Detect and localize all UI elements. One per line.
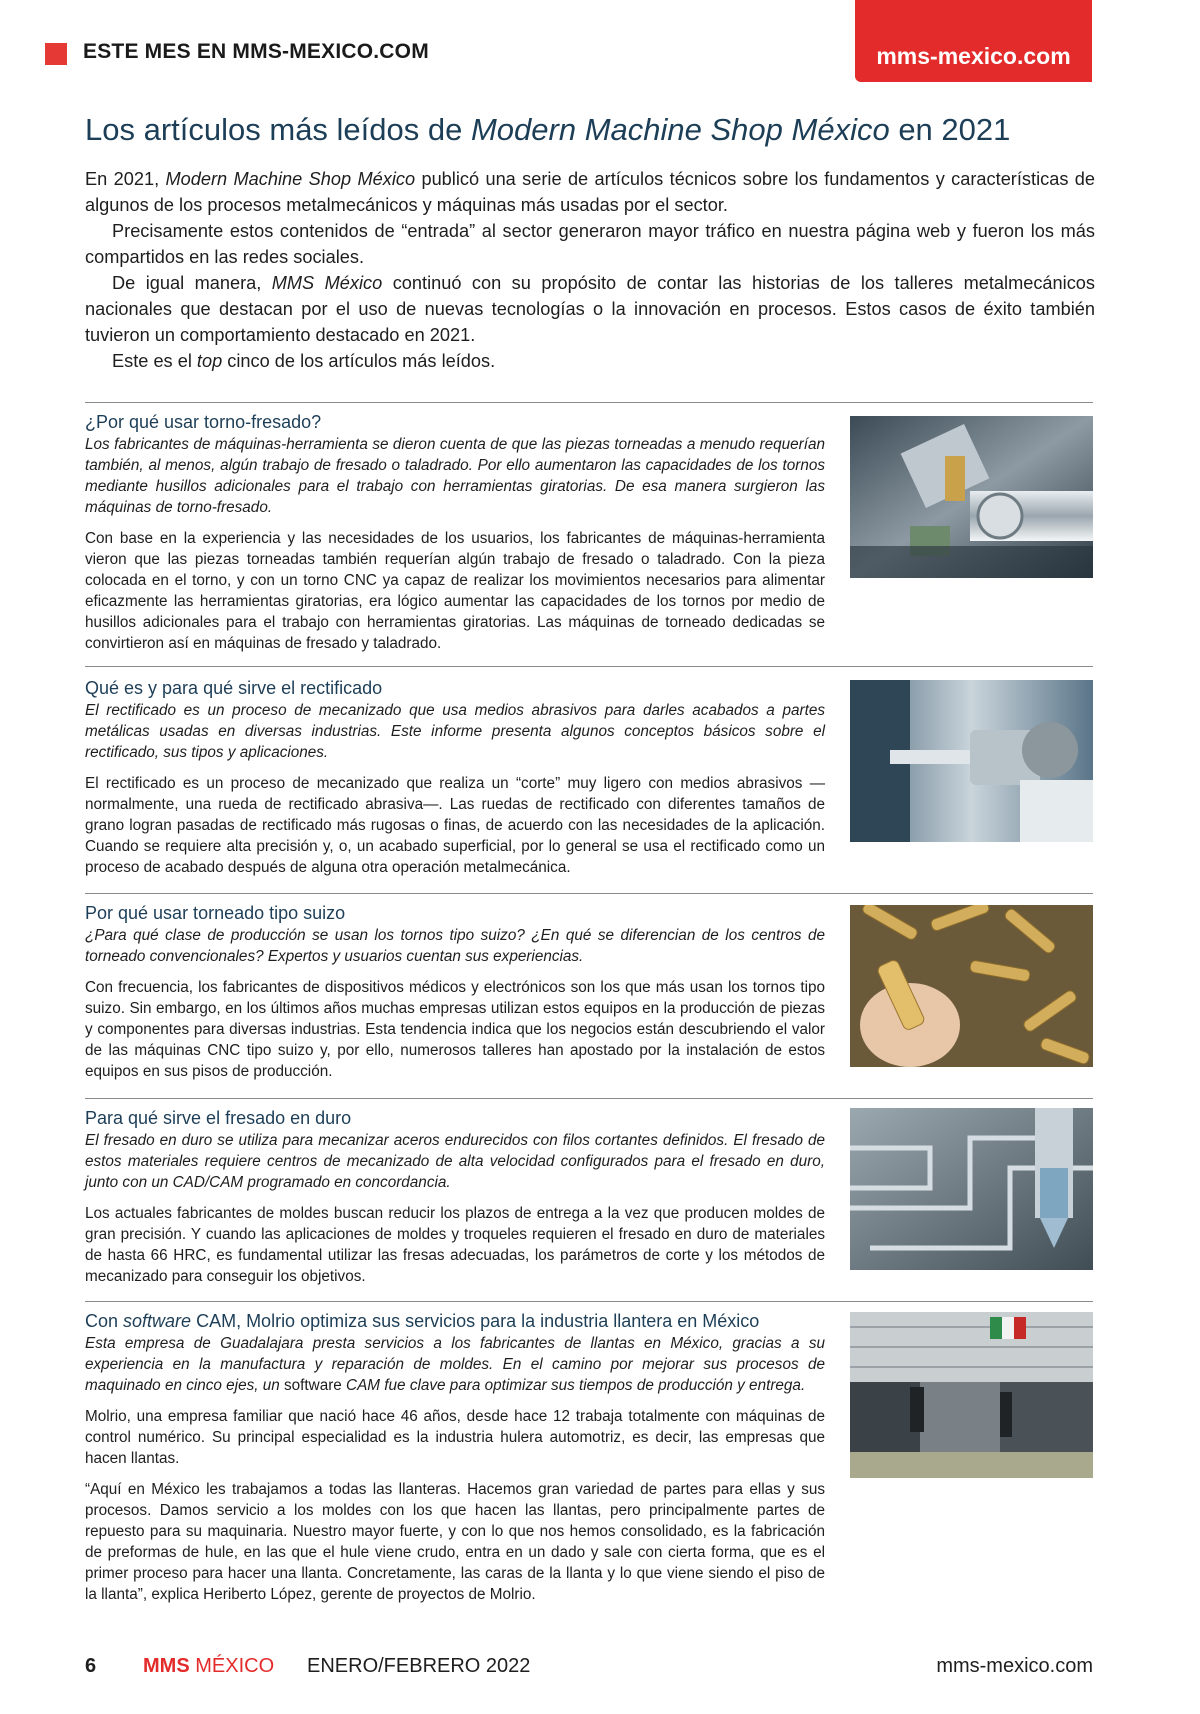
divider xyxy=(85,1098,1093,1099)
grinding-photo xyxy=(850,680,1093,842)
article-5 xyxy=(85,1309,825,1605)
article-2 xyxy=(85,676,825,878)
article-title[interactable]: Por qué usar torneado tipo suizo xyxy=(85,903,346,923)
section-label: ESTE MES EN MMS-MEXICO.COM xyxy=(83,40,429,63)
page-title xyxy=(85,112,1095,148)
article-title-italic: software xyxy=(123,1311,192,1331)
article-lead: Los fabricantes de máquinas-herramienta se dieron cuenta de que las piezas torneadas a menudo requerían también, al menos, algún trabajo de fresado o taladrado. Por ello aumentaron las capacidades de los tornos mediante husillos adicionales para el trabajo con herramientas giratorias. De esa manera surgieron las máquinas de torno-fresado. xyxy=(85,436,825,516)
page-footer xyxy=(85,1655,1093,1685)
magazine-name xyxy=(143,1655,274,1678)
article-body: El rectificado es un proceso de mecanizado que realiza un “corte” muy ligero con medios abrasivos —normalmente, una rueda de rectificado abrasiva—. Las ruedas de rectificado con diferentes tamaños de grano logran pasadas de rectificado más rugosas o finas, de acuerdo con las necesidades de la aplicación. Cuando se requiere alta precisión y, o, un acabado superficial, por lo general se usa el rectificado como un proceso de acabado después de alguna otra operación metalmecánica. xyxy=(85,775,825,876)
hard-milling-photo xyxy=(850,1108,1093,1270)
article-body: Con frecuencia, los fabricantes de dispositivos médicos y electrónicos son los que más usan los tornos tipo suizo. Sin embargo, en los últimos años muchas empresas utilizan estos equipos en la producción de piezas y componentes para diversas industrias. Esta tendencia indica que los negocios están descubriendo el valor de las máquinas CNC tipo suizo y, por ello, numerosos talleres han apostado por la instalación de estos equipos en sus pisos de producción. xyxy=(85,979,825,1080)
intro-p1-italic: Modern Machine Shop México xyxy=(165,169,416,189)
intro-paragraph-3 xyxy=(85,270,1095,348)
molrio-workshop-photo xyxy=(850,1312,1093,1478)
article-title-post: CAM, Molrio optimiza sus servicios para la industria llantera en México xyxy=(191,1311,760,1331)
divider xyxy=(85,666,1093,667)
article-body: Los actuales fabricantes de moldes buscan reducir los plazos de entrega a la vez que producen moldes de gran precisión. Y cuando las aplicaciones de moldes y troqueles requieren el fresado en duro de materiales de hasta 66 HRC, es fundamental utilizar las fresas adecuadas, los parámetros de corte y los métodos de mecanizado para conseguir los objetivos. xyxy=(85,1205,825,1285)
page-number: 6 xyxy=(85,1655,97,1677)
intro-paragraph-2: Precisamente estos contenidos de “entrada” al sector generaron mayor tráfico en nuestra página web y fueron los más compartidos en las redes sociales. xyxy=(85,221,1095,267)
intro-p1-pre: En 2021, xyxy=(85,169,166,189)
magazine-name-rest: MÉXICO xyxy=(189,1655,275,1677)
divider xyxy=(85,1301,1093,1302)
article-lead: El rectificado es un proceso de mecanizado que usa medios abrasivos para darles acabados a partes metálicas usadas en diversas industrias. Este informe presenta algunos conceptos básicos sobre el rectificado, sus tipos y aplicaciones. xyxy=(85,702,825,761)
title-italic: Modern Machine Shop México xyxy=(470,112,890,147)
intro-p3-post: continuó con su propósito de contar las historias de los talleres metalmecánicos nacionales que destacan por el uso de nuevas tecnologías o la innovación en procesos. Estos casos de éxito también tuvieron un comportamiento destacado en 2021. xyxy=(85,273,1096,345)
article-lead-pre: Esta empresa de Guadalajara presta servicios a los fabricantes de llantas en México, gracias a su experiencia en la manufactura y reparación de moldes. En el camino por mejorar sus procesos de maquinado en cinco ejes, un xyxy=(85,1335,825,1394)
intro-p4-italic: top xyxy=(196,351,223,371)
article-title[interactable]: Qué es y para qué sirve el rectificado xyxy=(85,678,383,698)
article-body: Con base en la experiencia y las necesidades de los usuarios, los fabricantes de máquinas-herramienta vieron que las piezas torneadas también requerían algún trabajo de fresado o taladrado. Con la pieza colocada en el torno, y con un torno CNC ya capaz de realizar los movimientos necesarios para alimentar eficazmente las herramientas giratorias, era lógico aumentar las capacidades de los tornos por medio de husillos adicionales para el trabajo con herramientas giratorias. Las máquinas de torneado dedicadas se convirtieron así en máquinas de fresado y taladrado. xyxy=(85,530,825,652)
title-pre: Los artículos más leídos de xyxy=(85,112,471,147)
article-body: Molrio, una empresa familiar que nació hace 46 años, desde hace 12 trabaja totalmente con máquinas de control numérico. Su principal especialidad es la industria hulera automotriz, es decir, las empresas que hacen llantas. xyxy=(85,1408,825,1467)
article-title[interactable]: ¿Por qué usar torno-fresado? xyxy=(85,412,322,432)
intro-paragraph-1 xyxy=(85,166,1095,218)
article-lead xyxy=(85,1333,825,1396)
article-4 xyxy=(85,1106,825,1287)
article-title-pre: Con xyxy=(85,1311,124,1331)
page-header xyxy=(0,0,1200,90)
magazine-name-bold: MMS xyxy=(143,1655,190,1677)
intro-p3-italic: MMS México xyxy=(271,273,383,293)
article-title[interactable]: Para qué sirve el fresado en duro xyxy=(85,1108,352,1128)
divider xyxy=(85,402,1093,403)
article-lead-upright: software xyxy=(284,1377,342,1394)
intro xyxy=(85,166,1095,374)
red-square-marker-icon xyxy=(45,43,67,65)
intro-paragraph-4 xyxy=(85,348,1095,374)
article-title[interactable] xyxy=(85,1309,825,1333)
intro-p4-pre: Este es el xyxy=(112,351,197,371)
article-lead-post: CAM fue clave para optimizar sus tiempos de producción y entrega. xyxy=(341,1377,806,1394)
intro-p4-post: cinco de los artículos más leídos. xyxy=(222,351,496,371)
footer-site-link[interactable]: mms-mexico.com xyxy=(936,1655,1093,1677)
issue-date: ENERO/FEBRERO 2022 xyxy=(307,1655,531,1677)
intro-p1-post: publicó una serie de artículos técnicos sobre los fundamentos y características de algunos de los procesos metalmecánicos y máquinas más usadas por el sector. xyxy=(85,169,1096,215)
divider xyxy=(85,893,1093,894)
site-tab[interactable]: mms-mexico.com xyxy=(855,0,1092,82)
article-lead: ¿Para qué clase de producción se usan los tornos tipo suizo? ¿En qué se diferencian de los centros de torneado convencionales? Expertos y usuarios cuentan sus experiencias. xyxy=(85,927,825,965)
title-post: en 2021 xyxy=(889,112,1011,147)
article-1 xyxy=(85,410,825,654)
article-lead: El fresado en duro se utiliza para mecanizar aceros endurecidos con filos cortantes definidos. El fresado de estos materiales requiere centros de mecanizado de alta velocidad configurados para el fresado en duro, junto con un CAD/CAM programado en concordancia. xyxy=(85,1132,825,1191)
article-3 xyxy=(85,901,825,1082)
swiss-turned-parts-photo xyxy=(850,905,1093,1067)
article-body-quote: “Aquí en México les trabajamos a todas las llanteras. Hacemos gran variedad de partes para ellas y sus procesos. Damos servicio a los moldes con los que hacen las llantas, pero principalmente partes de repuesto para su maquinaria. Nuestro mayor fuerte, y con lo que nos hemos consolidado, es la fabricación de preformas de hule, en las que el hule viene crudo, entra en un dado y sale con cierta forma, que es el primer proceso para hacer una llanta. Concretamente, las caras de la llanta y lo que viene siendo el piso de la llanta”, explica Heriberto López, gerente de proyectos de Molrio. xyxy=(85,1481,825,1603)
intro-p3-pre: De igual manera, xyxy=(112,273,272,293)
mill-turn-photo xyxy=(850,416,1093,578)
